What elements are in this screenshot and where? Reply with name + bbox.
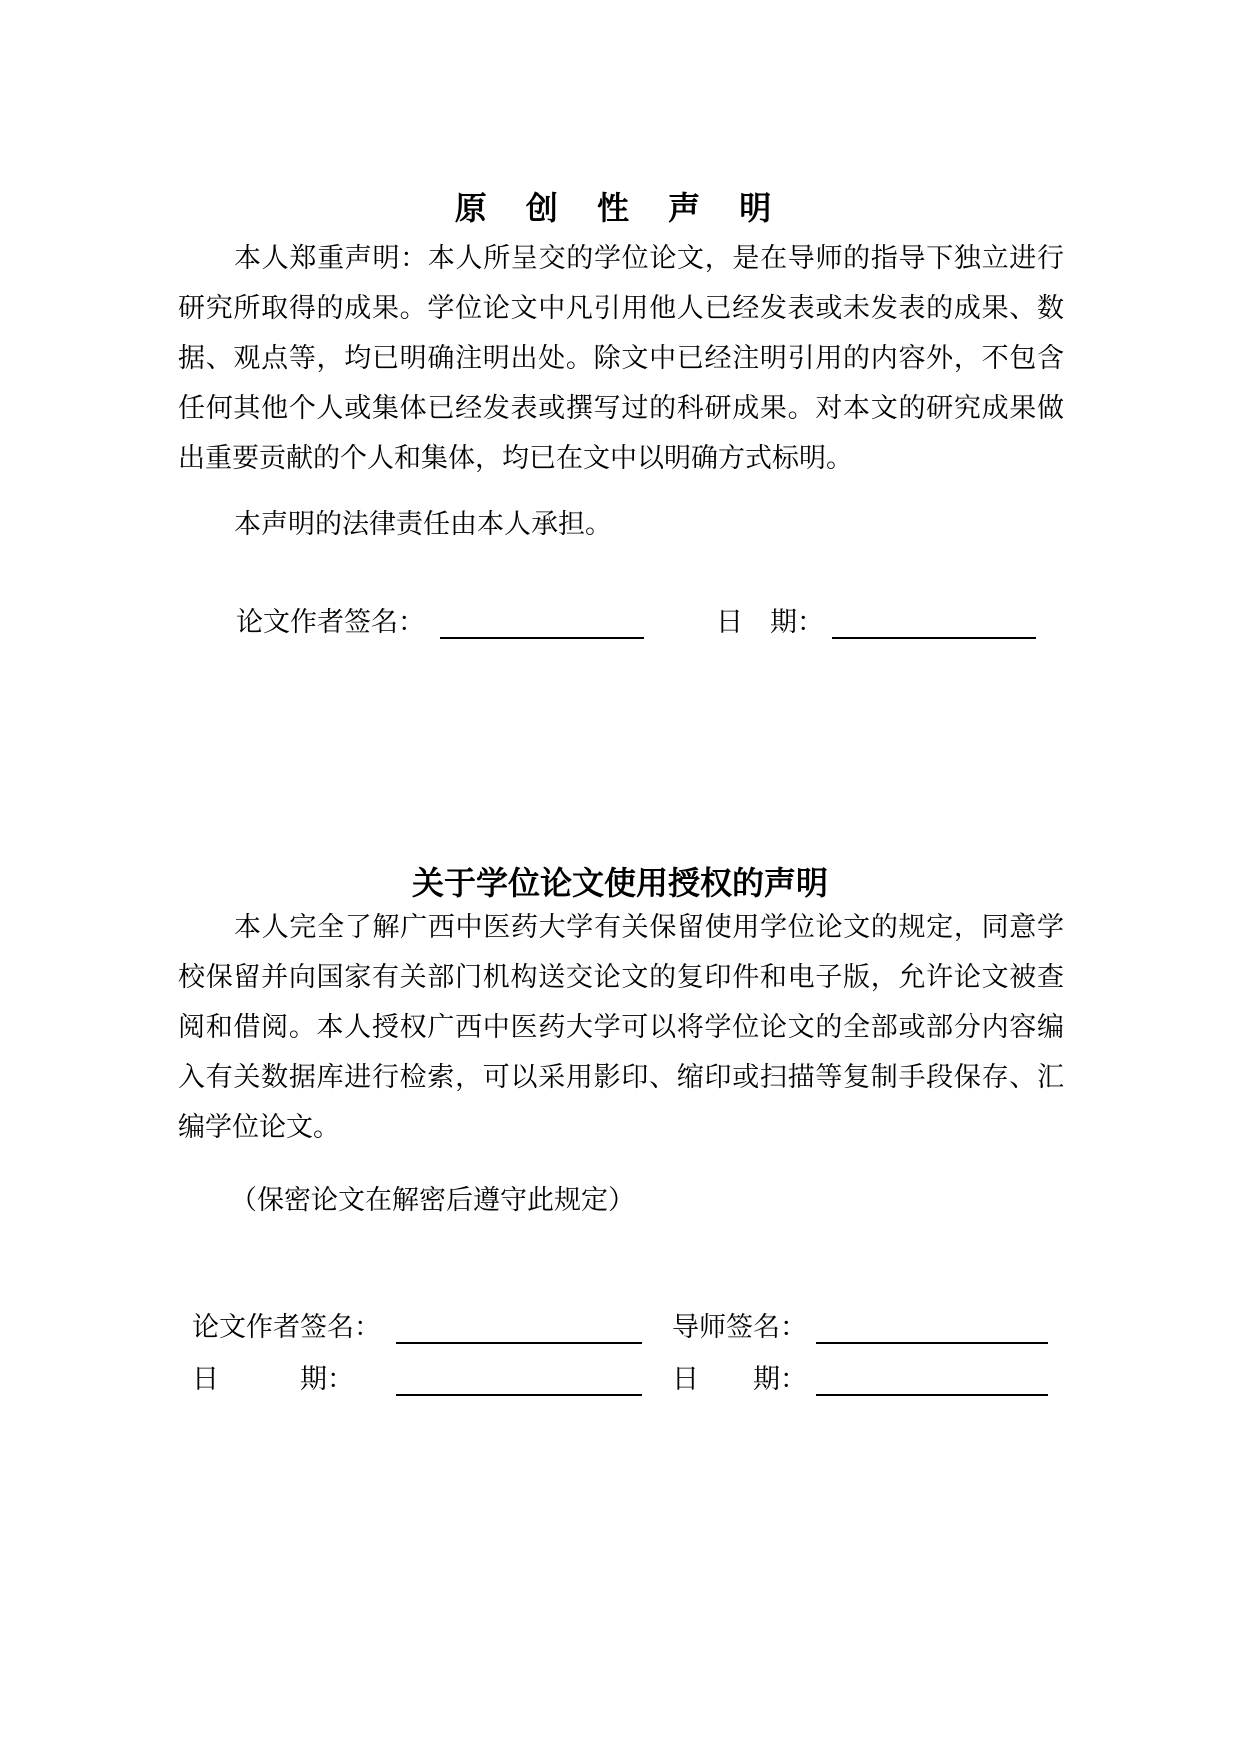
legal-responsibility-statement: 本声明的法律责任由本人承担。 <box>234 509 612 540</box>
authorization-declaration-title: 关于学位论文使用授权的声明 <box>411 864 828 902</box>
author-signature-line[interactable] <box>440 637 644 639</box>
authorization-declaration-body: 本人完全了解广西中医药大学有关保留使用学位论文的规定，同意学校保留并向国家有关部门机构送交论文的复印件和电子版，允许论文被查阅和借阅。本人授权广西中医药大学可以将学位论文的全部或部分内容编入有关数据库进行检索，可以采用影印、缩印或扫描等复制手段保存、汇编学位论文。 <box>178 912 1064 1143</box>
originality-declaration-title: 原 创 性 声 明 <box>454 189 786 227</box>
date-line[interactable] <box>832 637 1036 639</box>
author-signature-label: 论文作者签名： <box>236 607 425 638</box>
supervisor-date-label: 日 期： <box>672 1364 807 1395</box>
confidential-thesis-note: （保密论文在解密后遵守此规定） <box>230 1185 635 1216</box>
author-signature-line[interactable] <box>396 1342 642 1344</box>
supervisor-signature-line[interactable] <box>816 1342 1048 1344</box>
date-label: 日 期： <box>716 607 824 638</box>
supervisor-date-line[interactable] <box>816 1394 1048 1396</box>
author-date-label: 日 期： <box>192 1364 354 1395</box>
author-signature-label: 论文作者签名： <box>192 1312 381 1343</box>
originality-declaration-body: 本人郑重声明：本人所呈交的学位论文，是在导师的指导下独立进行研究所取得的成果。学位论文中凡引用他人已经发表或未发表的成果、数据、观点等，均已明确注明出处。除文中已经注明引用的内容外，不包含任何其他个人或集体已经发表或撰写过的科研成果。对本文的研究成果做出重要贡献的个人和集体，均已在文中以明确方式标明。 <box>178 243 1064 474</box>
supervisor-signature-label: 导师签名： <box>672 1312 807 1343</box>
author-date-line[interactable] <box>396 1394 642 1396</box>
